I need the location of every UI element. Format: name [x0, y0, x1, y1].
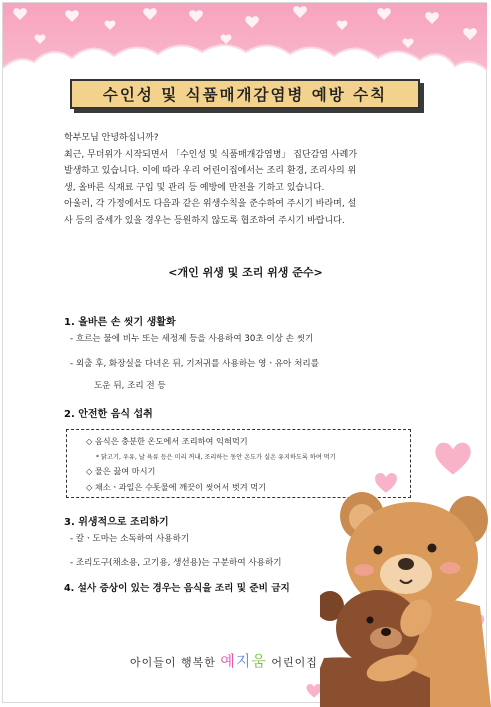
- item-heading-hand-washing: 1. 올바른 손 씻기 생활화: [64, 317, 176, 328]
- item-bullet: 도운 뒤, 조리 전 등: [94, 381, 166, 391]
- footer-prefix: 아이들이 행복한: [130, 656, 216, 669]
- box-line: ◇ 물은 끓여 마시기: [86, 466, 156, 476]
- section-title: <개인 위생 및 조리 위생 준수>: [168, 266, 323, 279]
- item-heading-diarrhea: 4. 설사 증상이 있는 경우는 음식을 조리 및 준비 금지: [64, 583, 290, 594]
- heart-icon: [432, 438, 474, 478]
- intro-line: 아울러, 각 가정에서도 다음과 같은 위생수칙을 준수하여 주시기 바라며, 설: [64, 199, 357, 210]
- item-bullet: - 흐르는 물에 비누 또는 세정제 등을 사용하여 30초 이상 손 씻기: [70, 334, 314, 344]
- intro-greeting: 학부모님 안녕하십니까?: [64, 133, 159, 143]
- item-heading-safe-food: 2. 안전한 음식 섭취: [64, 409, 153, 420]
- page-title: 수인성 및 식품매개감염병 예방 수칙: [70, 79, 420, 109]
- intro-line: 생, 올바른 식재료 구입 및 관리 등 예방에 만전을 기하고 있습니다.: [64, 182, 325, 193]
- footer-tagline: [130, 650, 318, 671]
- brand-char-ji: 지: [235, 652, 252, 670]
- box-line: ◇ 채소ㆍ과일은 수돗물에 깨끗이 씻어서 벗겨 먹기: [86, 482, 267, 492]
- intro-text: [64, 130, 444, 230]
- intro-line: 발생하고 있습니다. 이에 따라 우리 어린이집에서는 조리 환경, 조리사의 위: [64, 166, 357, 177]
- footer-suffix: 어린이집: [271, 656, 318, 669]
- box-note: * 닭고기, 우유, 날 육류 등은 미리 꺼내, 조리하는 동안 온도가 실온 유지하도록 하여 먹기: [96, 454, 336, 461]
- item-bullet: - 칼ㆍ도마는 소독하여 사용하기: [70, 534, 190, 544]
- item-heading-hygienic-cooking: 3. 위생적으로 조리하기: [64, 517, 169, 528]
- intro-line: 사 등의 증세가 있을 경우는 등원하지 않도록 협조하여 주시기 바랍니다.: [64, 215, 345, 226]
- item-bullet: - 조리도구(채소용, 고기용, 생선용)는 구분하여 사용하기: [70, 558, 282, 568]
- brand-char-ye: 예: [220, 652, 236, 670]
- brand-char-um: 움: [251, 652, 267, 670]
- bears-illustration: [320, 478, 491, 707]
- box-line: ◇ 음식은 충분한 온도에서 조리하여 익혀먹기: [86, 436, 248, 446]
- intro-line: 최근, 무더위가 시작되면서 「수인성 및 식품매개감염병」 집단감염 사례가: [64, 149, 358, 160]
- item-bullet: - 외출 후, 화장실을 다녀온 뒤, 기저귀를 사용하는 영ㆍ유아 처리를: [70, 359, 319, 369]
